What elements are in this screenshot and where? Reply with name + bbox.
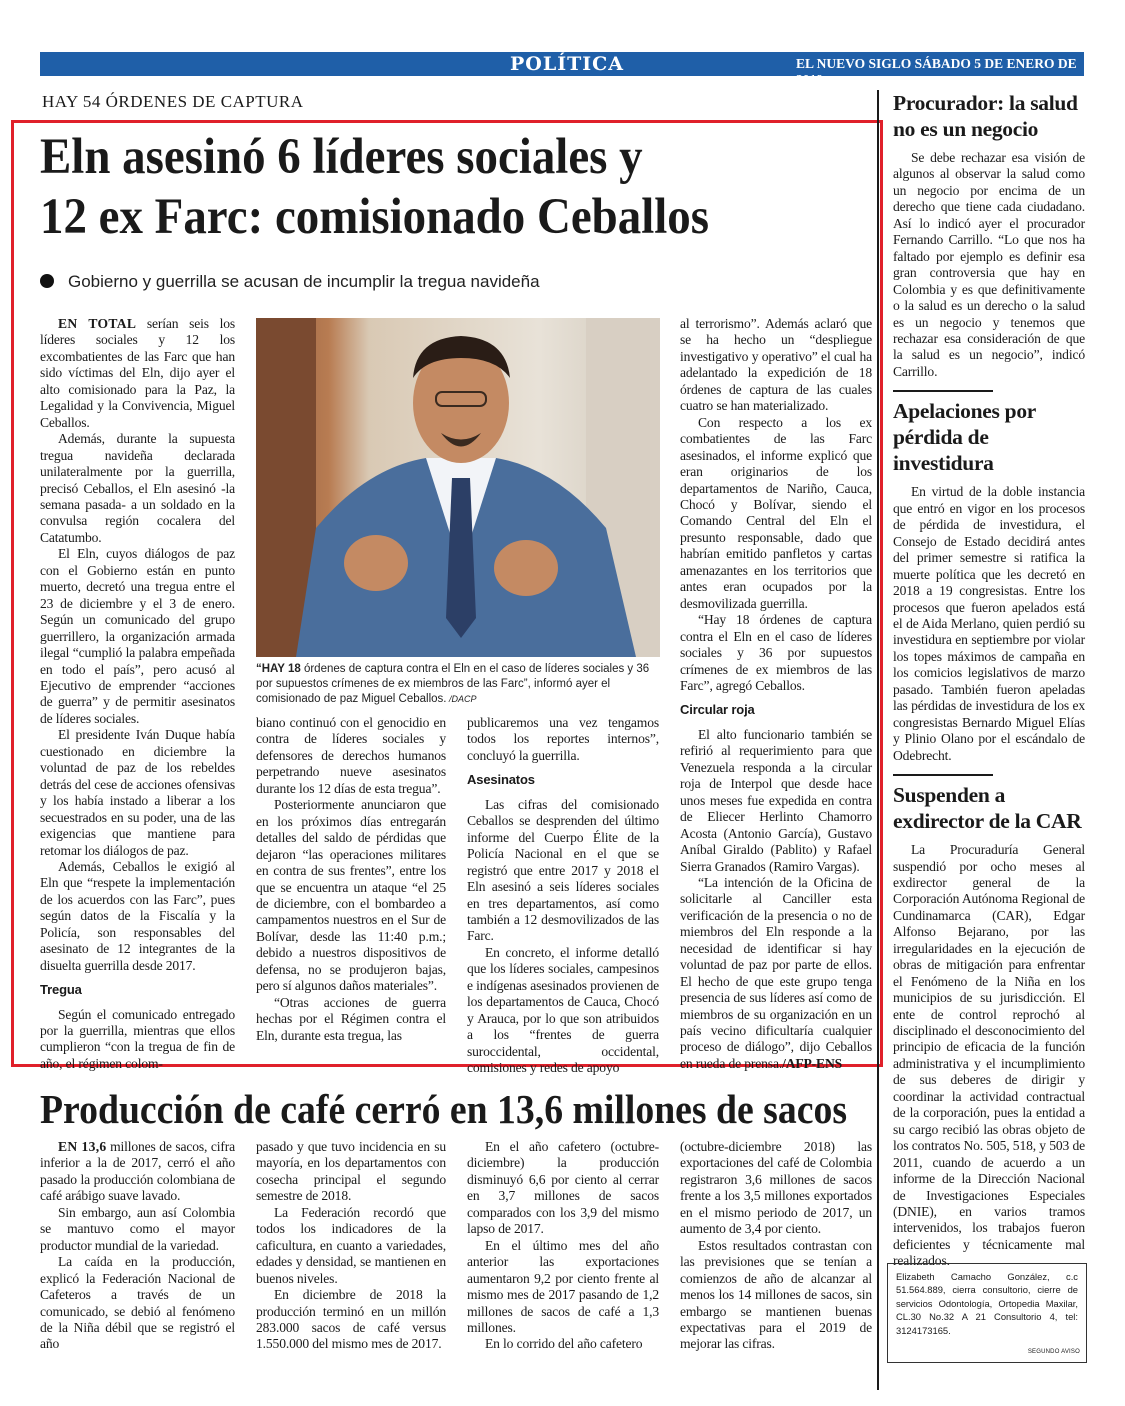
paragraph: Las cifras del comisionado Ceballos se desprenden del último informe del Cuerpo Élite de la Policía Nacional en el que se registró que entre 2017 y 2018 el Eln asesinó a seis líderes sociales en tres departamentos, así como también a 12 desmovilizados de las Farc.: [467, 796, 659, 944]
masthead-date: EL NUEVO SIGLO SÁBADO 5 DE ENERO DE 2019: [796, 56, 1077, 87]
sidebar-title-procurador: Procurador: la salud no es un negocio: [893, 91, 1078, 141]
subheading: Tregua: [40, 982, 82, 998]
paragraph: En el año cafetero (octubre-diciembre) la producción disminuyó 6,6 por ciento al cerrar en 3,7 millones de sacos comparados con los 3,9 del mismo lapso de 2017.: [467, 1139, 659, 1237]
main-headline: [40, 127, 804, 247]
paragraph: El alto funcionario también se refirió al requerimiento para que Venezuela responda a la circular roja de Interpol que desde hace unos meses fue expedida en contra de Eliecer Herlinto Chamorro Acosta (Antonio García), Gustavo Aníbal Giraldo (Pablito) y Rafael Sierra Granados (Ramiro Vargas).: [680, 726, 872, 874]
subheadline-text: Gobierno y guerrilla se acusan de incumplir la tregua navideña: [68, 272, 540, 291]
paragraph: En lo corrido del año cafetero: [485, 1336, 643, 1352]
paragraph: En el último mes del año anterior las exportaciones aumentaron 9,2 por ciento frente al mismo mes de 2017 pasando de 1,2 millones de sacos de café a 1,3 millones.: [467, 1237, 659, 1335]
sidebar-title-car: Suspenden a exdirector de la CAR: [893, 783, 1082, 834]
paragraph: “Otras acciones de guerra hechas por el Régimen contra el Eln, durante esta tregua, las: [256, 994, 446, 1043]
ad-text: Elizabeth Camacho González, c.c 51.564.889, cierra consultorio, cierre de servicios Odontología, Ortopedia Maxilar, CL.30 No.32 A 21 Consultorio 4, tel: 3124173165.: [896, 1271, 1078, 1336]
page-number: 7A: [1092, 52, 1117, 73]
paragraph: Con respecto a los ex combatientes de las Farc asesinados, el informe explicó que eran originarios de los departamentos de Nariño, Cauca, Chocó y Bolívar, siendo el Comando Central del Eln el presunto responsable, dado que habrían emitido panfletos y cartas amenazantes en los territorios que antes eran ocupados por la desmovilizada guerrilla.: [680, 414, 872, 611]
sidebar-text: La Procuraduría General suspendió por ocho meses al exdirector general de la Corporación Autónoma Regional de Cundinamarca (CAR), Edgar Alfonso Bejarano, por las irregularidades en la ejecución de obras de mitigación para enfrentar el Fenómeno de la Niña en los municipios de su jurisdicción. El ente de control reprochó al disciplinado el desconocimiento del principio de eficacia de la función administrativa y el incumplimiento de sus deberes de dirigir y coordinar la actividad contractual de la corporación, pues la entidad a su cargo recibió las obras objeto de los contratos No. 505, 518, y 503 de 2011, cuando de acuerdo a un informe de la Dirección Nacional de Investigaciones Especiales (DNIE), en varios tramos intervenidos, los trabajos fueron deficientes y técnicamente mal realizados.: [893, 842, 1085, 1269]
headline-line-2: 12 ex Farc: comisionado Ceballos: [40, 189, 710, 245]
paragraph: En diciembre de 2018 la producción terminó en un millón 283.000 sacos de café versus 1.550.000 del mismo mes de 2017.: [256, 1287, 446, 1352]
paragraph: [680, 875, 872, 1072]
caption-text: órdenes de captura contra el Eln en el caso de líderes sociales y 36 por supuestos crímenes de ex miembros de las Farc”, informó ayer el comisionado de paz Miguel Ceballos.: [256, 663, 650, 706]
sidebar: [893, 90, 1085, 1270]
paragraph: Además, Ceballos le exigió al Eln que “respete la implementación de los acuerdos con las Farc”, pues según datos de la Fiscalía y la Policía, son responsables del asesinato de 12 integrantes de la disuelta guerrilla desde 2017.: [40, 858, 235, 973]
paragraph-text: “La intención de la Oficina de solicitarle al Canciller esta verificación de la presencia o no de miembros del Eln responde a la necesidad de identificar si hay voluntad de paz por parte de ellos. El hecho de que este grupo tenga presencia de sus líderes así como de miembros de su organización en un país vecino dificultaría cualquier proceso de diálogo”, dijo Ceballos en rueda de prensa.: [680, 874, 872, 1071]
lead-in: EN TOTAL: [58, 316, 137, 331]
paragraph: al terrorismo”. Además aclaró que se ha hecho un “despliegue investigativo y operativo” el cual ha adelantado la expedición de 18 órdenes de captura de las cuales cuatro se han materializado.: [680, 316, 872, 414]
article-column-4: [680, 316, 872, 1072]
sidebar-text: En virtud de la doble instancia que entró en vigor en los procesos de pérdida de investidura, el Consejo de Estado decidirá antes del primer semestre si ratifica la muerte política que les decretó en 2018 a 19 congresistas. Entre los procesos que fueron apelados está el de Aida Merlano, quien perdió su investidura en septiembre por violar los topes máximos de campaña en los comicios legislativos de marzo pasado. También fueron apeladas las pérdidas de investidura de los ex congresistas Bernardo Miguel Elías y Plinio Olano por el escándalo de Odebrecht.: [893, 484, 1085, 763]
paragraph: (octubre-diciembre 2018) las exportaciones del café de Colombia registraron 3,6 millones de sacos frente a los 3,5 millones exportados en el mismo periodo de 2017, un aumento de 3,4 por ciento.: [680, 1139, 872, 1237]
classified-ad: [887, 1263, 1087, 1363]
ad-tag: SEGUNDO AVISO: [1027, 1348, 1080, 1355]
coffee-column-1: [40, 1139, 235, 1353]
article-column-1: [40, 316, 235, 1072]
subheading: Circular roja: [680, 702, 755, 718]
coffee-column-3: [467, 1139, 659, 1353]
caption-lead: “HAY 18: [256, 663, 301, 675]
divider: [893, 390, 993, 392]
sidebar-text: Se debe rechazar esa visión de algunos al observar la salud como un negocio por encima de un derecho que tiene cada ciudadano. Así lo indicó ayer el procurador Fernando Carrillo. “Lo que nos ha faltado por ejemplo es definir esa gran controversia que hay en Colombia y es que definitivamente o la salud es un derecho o la salud es un negocio y tenemos que rechazar esa consideración de que la salud es un negocio”, indicó Carrillo.: [893, 150, 1085, 379]
paragraph: La Federación recordó que todos los indicadores de la caficultura, en cuanto a variedades, edades y densidad, se mantienen en buenos niveles.: [256, 1204, 446, 1286]
divider: [893, 774, 993, 776]
agency-signature: /AFP-ENS: [782, 1055, 843, 1071]
paragraph: Posteriormente anunciaron que en los próximos días entregarán detalles del saldo de pérdidas que dejaron “las operaciones militares en contra de sus frentes”, entre los que se encuentra un ataque “el 25 de diciembre, con el bombardeo a campamentos nuestros en el Sur de Bolívar, desde las 11:40 p.m.; debido a nuestros dispositivos de defensa, no se produjeron bajas, pero sí algunos daños materiales”.: [256, 797, 446, 994]
paragraph: publicaremos una vez tengamos todos los reportes internos”, concluyó la guerrilla.: [467, 715, 659, 763]
bullet-icon: [40, 274, 54, 288]
article-column-2: [256, 715, 446, 1044]
paragraph: En concreto, el informe detalló que los líderes sociales, campesinos e indígenas asesinados provienen de los departamentos de Cauca, Chocó y Arauca, por lo que son atribuidos a los “frentes de guerra suroccidental, occidental, comisiones y redes de apoyo: [467, 944, 659, 1076]
portrait-illustration: [256, 318, 660, 657]
paragraph: El Eln, cuyos diálogos de paz con el Gobierno están en punto muerto, decretó una tregua entre el 23 de diciembre y el 3 de enero. Según un comunicado del grupo guerrillero, la organización armada ilegal “cumplió la palabra empeñada en todo el país”, pero acusó al Ejecutivo de emprender “acciones de guerra” y de permitir asesinatos de líderes sociales.: [40, 546, 235, 726]
section-name: POLÍTICA: [510, 53, 624, 75]
paragraph: Según el comunicado entregado por la guerrilla, mientras que ellos cumplieron “con la tregua de fin de año, el régimen colom-: [40, 1006, 235, 1071]
paragraph: serían seis los líderes sociales y 12 los excombatientes de las Farc que han sido víctimas del Eln, dijo ayer el alto comisionado para la Paz, la Legalidad y la Convivencia, Miguel Ceballos.: [40, 316, 235, 430]
paragraph: millones de sacos, cifra inferior a la de 2017, cerró el año pasado la producción colombiana de café arábigo suave lavado.: [40, 1139, 235, 1204]
section-header-bar: [40, 52, 1117, 87]
article-column-3: [467, 715, 659, 1077]
photo-miguel-ceballos: [256, 318, 660, 657]
subheadline: [40, 272, 540, 292]
headline-line-1: Eln asesinó 6 líderes sociales y: [40, 129, 643, 185]
coffee-column-2: [256, 1139, 446, 1353]
lead-in: EN 13,6: [58, 1139, 107, 1154]
kicker: HAY 54 ÓRDENES DE CAPTURA: [42, 92, 304, 111]
photo-caption: [256, 662, 661, 708]
paragraph: El presidente Iván Duque había cuestionado en diciembre la voluntad de paz de los rebeldes detrás del cese de acciones ofensivas y los había instado a liberar a los secuestrados en su poder, una de las exigencias que mantiene para retomar los diálogos de paz.: [40, 727, 235, 858]
paragraph: biano continuó con el genocidio en contra de líderes sociales y defensores de derechos humanos perpetrando nueve asesinatos durante los 12 días de esta tregua”.: [256, 715, 446, 796]
coffee-headline: Producción de café cerró en 13,6 millones de sacos: [40, 1086, 848, 1132]
photo-credit: /DACP: [446, 694, 477, 705]
paragraph: pasado y que tuvo incidencia en su mayoría, en los departamentos con cosecha principal el segundo semestre de 2018.: [256, 1139, 446, 1204]
sidebar-title-apelaciones: Apelaciones por pérdida de investidura: [893, 399, 1036, 476]
subheading: Asesinatos: [467, 772, 535, 788]
paragraph: Además, durante la supuesta tregua navideña declarada unilateralmente por la guerrilla, precisó Ceballos, el Eln asesinó -la semana pasada- a un soldado en la convulsa región cocalera del Catatumbo.: [40, 431, 235, 545]
paragraph: Estos resultados contrastan con las previsiones que se tenían a comienzos de año de alcanzar al menos los 14 millones de sacos, sin embargo se mantienen buenas expectativas para el 2019 de mejorar las cifras.: [680, 1237, 872, 1352]
paragraph: “Hay 18 órdenes de captura contra el Eln en el caso de líderes sociales y 36 por supuestos crímenes de ex miembros de las Farc”, agregó Ceballos.: [680, 612, 872, 693]
column-divider: [877, 90, 879, 1390]
paragraph: La caída en la producción, explicó la Federación Nacional de Cafeteros a través de un comunicado, se debió al fenómeno de la Niña débil que se registró el año: [40, 1254, 235, 1352]
paragraph: Sin embargo, aun así Colombia se mantuvo como el mayor productor mundial de la variedad.: [40, 1204, 235, 1253]
coffee-column-4: [680, 1139, 872, 1353]
